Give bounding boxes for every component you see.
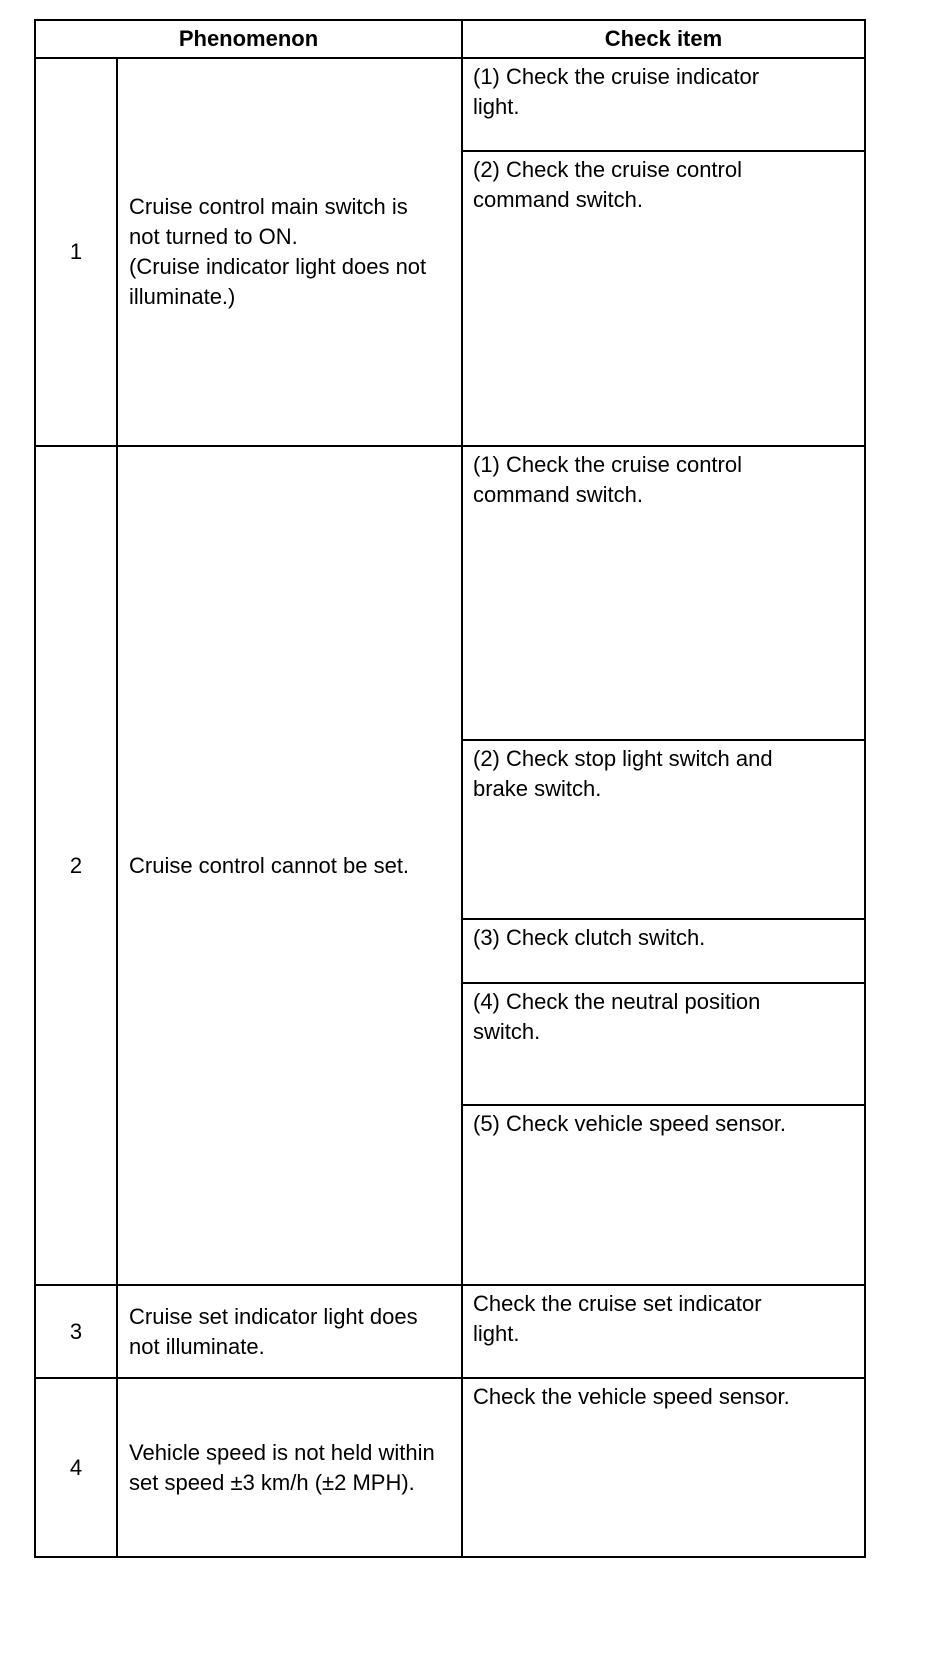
table-row-1	[35, 58, 865, 151]
check-item-cell	[462, 58, 865, 151]
check-item-line: light.	[473, 1321, 520, 1346]
phenomenon-line: not turned to ON.	[129, 224, 298, 249]
check-item-cell	[462, 151, 865, 446]
check-item-cell	[462, 1378, 865, 1557]
row-number: 1	[35, 58, 117, 446]
check-item-cell	[462, 446, 865, 740]
header-check-item: Check item	[462, 20, 865, 58]
header-phenomenon: Phenomenon	[35, 20, 462, 58]
check-item-line: (3) Check clutch switch.	[473, 925, 706, 950]
table-row-3	[35, 1285, 865, 1378]
phenomenon-cell	[117, 1285, 462, 1378]
troubleshooting-table	[34, 19, 866, 1558]
row-number: 3	[35, 1285, 117, 1378]
check-item-line: Check the vehicle speed sensor.	[473, 1384, 790, 1409]
row-number: 2	[35, 446, 117, 1285]
page	[34, 19, 866, 1558]
check-item-line: (4) Check the neutral position	[473, 989, 761, 1014]
check-item-cell	[462, 983, 865, 1105]
phenomenon-line: set speed ±3 km/h (±2 MPH).	[129, 1469, 415, 1495]
check-item-cell	[462, 740, 865, 919]
check-item-cell	[462, 1105, 865, 1285]
table-row-2	[35, 446, 865, 740]
check-item-cell	[462, 1285, 865, 1378]
phenomenon-cell	[117, 446, 462, 1285]
phenomenon-line: Cruise set indicator light does	[129, 1303, 418, 1329]
check-item-line: light.	[473, 94, 520, 119]
check-item-line: Check the cruise set indicator	[473, 1291, 762, 1316]
phenomenon-cell	[117, 58, 462, 446]
phenomenon-line: not illuminate.	[129, 1333, 265, 1359]
phenomenon-line: (Cruise indicator light does not	[129, 254, 427, 279]
check-item-line: brake switch.	[473, 776, 602, 801]
table-row-4	[35, 1378, 865, 1557]
phenomenon-cell	[117, 1378, 462, 1557]
phenomenon-line: Cruise control cannot be set.	[129, 852, 410, 878]
check-item-line: switch.	[473, 1019, 541, 1044]
check-item-cell	[462, 919, 865, 983]
check-item-line: (1) Check the cruise control	[473, 452, 742, 477]
check-item-line: command switch.	[473, 187, 643, 212]
check-item-line: (2) Check stop light switch and	[473, 746, 773, 771]
phenomenon-line: Cruise control main switch is	[129, 194, 408, 219]
check-item-line: command switch.	[473, 482, 643, 507]
row-number: 4	[35, 1378, 117, 1557]
header-row	[35, 20, 865, 58]
phenomenon-line: illuminate.)	[129, 284, 236, 309]
check-item-line: (5) Check vehicle speed sensor.	[473, 1111, 787, 1136]
phenomenon-line: Vehicle speed is not held within	[129, 1439, 435, 1465]
check-item-line: (2) Check the cruise control	[473, 157, 742, 182]
check-item-line: (1) Check the cruise indicator	[473, 64, 760, 89]
